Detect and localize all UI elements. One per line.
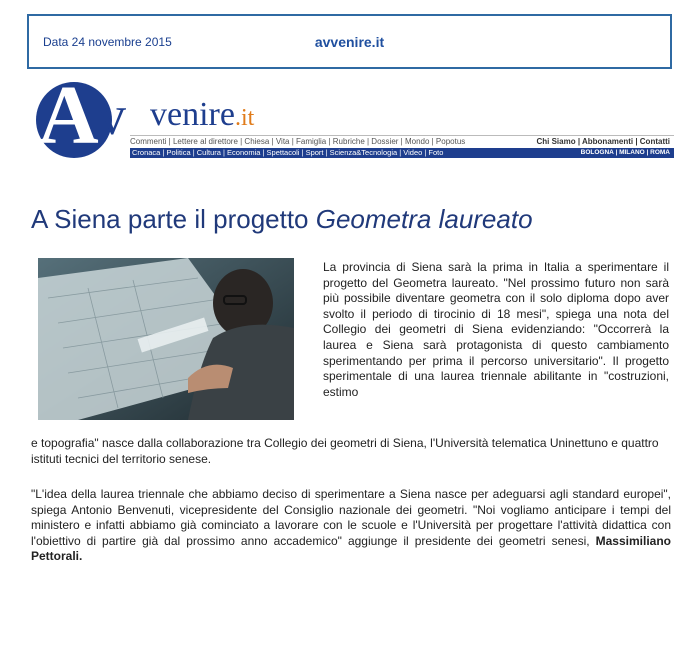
logo-wordmark: venire.it bbox=[150, 96, 255, 133]
logo-letter-a: A bbox=[38, 69, 99, 162]
article-title bbox=[31, 204, 533, 235]
newspaper-masthead bbox=[30, 69, 674, 162]
article-paragraph-1: La provincia di Siena sarà la prima in Italia a sperimentare il progetto del Geometra laureato. "Nel prossimo futuro non sarà più possibile diventare geometra con il solo diploma dopo aver svolto il periodo di tirocinio di 18 mesi", spiega una nota del Collegio dei geometri di Siena evidenziando: "Occorrerà la laurea e Siena sarà protagonista di questo cambiamento sperimentando per prima il percorso universitario". Il progetto sperimentale di una laurea triennale abilitante in "costruzioni, estimo bbox=[323, 260, 669, 399]
article-paragraph-2: e topografia" nasce dalla collaborazione tra Collegio dei geometri di Siena, l'Università telematica Uninettuno e quattro istituti tecnici del territorio senese. bbox=[31, 436, 659, 466]
primary-nav[interactable] bbox=[130, 136, 674, 147]
city-links[interactable]: BOLOGNA | MILANO | ROMA bbox=[580, 149, 670, 156]
primary-nav-links[interactable]: Commenti | Lettere al direttore | Chiesa | Vita | Famiglia | Rubriche | Dossier | Mondo | Popotus bbox=[130, 137, 466, 146]
secondary-nav-links[interactable]: Cronaca | Politica | Cultura | Economia | Spettacoli | Sport | Scienza&Tecnologia | Video | Foto bbox=[132, 148, 444, 157]
logo-suffix: .it bbox=[234, 105, 255, 131]
article-paragraph-3-text: "L'idea della laurea triennale che abbiamo deciso di sperimentare a Siena nasce per adeguarsi agli standard europei", spiega Antonio Benvenuti, vicepresidente del Consiglio nazionale dei geometri. "Noi vogliamo anticipare i tempi del ministero e infatti abbiamo già cominciato a lavorare con le scuole e l'Università per progettare l'attività didattica con l'obiettivo di partire già dal prossimo anno accademico" aggiunge il presidente dei geometri senesi, bbox=[31, 487, 671, 548]
primary-nav-right[interactable]: Chi Siamo | Abbonamenti | Contatti bbox=[536, 137, 670, 146]
clipping-header bbox=[27, 14, 672, 69]
secondary-nav[interactable] bbox=[130, 148, 674, 158]
clipping-date: Data 24 novembre 2015 bbox=[43, 35, 172, 49]
photo-illustration bbox=[38, 258, 294, 420]
logo-letter-v: v bbox=[98, 85, 126, 147]
president-name: Massimiliano Pettorali. bbox=[31, 533, 671, 564]
article-photo bbox=[38, 258, 294, 420]
article-paragraph-3 bbox=[31, 487, 671, 565]
article-title-italic: Geometra laureato bbox=[315, 204, 533, 234]
source-site[interactable]: avvenire.it bbox=[314, 34, 385, 50]
article-title-plain: A Siena parte il progetto bbox=[31, 204, 316, 234]
